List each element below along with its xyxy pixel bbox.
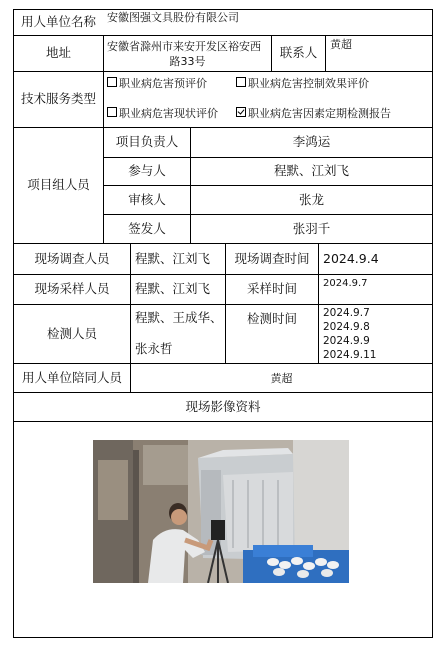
team-role-lead: 项目负责人 <box>115 134 179 150</box>
site-photo <box>93 440 349 583</box>
testing-date: 2024.9.8 <box>323 321 370 333</box>
sampling-staff-value: 程默、江刘飞 <box>135 281 211 297</box>
testing-date: 2024.9.7 <box>323 307 370 319</box>
service-option-control-effect[interactable] <box>236 76 369 90</box>
employer-label: 用人单位名称 <box>20 14 96 30</box>
service-type-label: 技术服务类型 <box>20 91 96 107</box>
sampling-time-label: 采样时间 <box>246 281 297 297</box>
contact-name: 黄超 <box>330 37 352 51</box>
team-name-participant: 程默、江刘飞 <box>273 163 349 179</box>
team-name-issuer: 张羽千 <box>292 220 331 236</box>
accompany-name: 黄超 <box>270 371 293 385</box>
row-line <box>13 421 433 422</box>
table-border-right <box>432 9 433 638</box>
survey-time-label: 现场调查时间 <box>234 250 310 266</box>
testing-date: 2024.9.9 <box>323 335 370 347</box>
address-line2: 路33号 <box>169 55 206 68</box>
service-option-label: 职业病危害因素定期检测报告 <box>248 106 391 120</box>
survey-staff-value: 程默、江刘飞 <box>135 250 211 266</box>
service-option-status-assessment[interactable] <box>107 106 218 120</box>
survey-staff-label: 现场调查人员 <box>34 250 110 266</box>
employer-name: 安徽图强文具股份有限公司 <box>107 10 239 24</box>
contact-label: 联系人 <box>279 45 318 61</box>
testing-time-label: 检测时间 <box>246 310 297 326</box>
checkbox-unchecked-icon[interactable] <box>107 107 117 117</box>
address-label: 地址 <box>45 45 71 61</box>
service-option-label: 职业病危害预评价 <box>119 76 207 90</box>
survey-time-value: 2024.9.4 <box>323 250 379 266</box>
testing-staff-line2: 张永哲 <box>135 340 173 356</box>
col-line <box>318 243 319 364</box>
checkbox-checked-icon[interactable] <box>236 107 246 117</box>
team-role-reviewer: 审核人 <box>128 191 166 207</box>
team-role-issuer: 签发人 <box>128 220 166 236</box>
service-option-label: 职业病危害控制效果评价 <box>248 76 369 90</box>
team-label: 项目组人员 <box>27 177 90 193</box>
site-photo-image <box>93 440 349 583</box>
checkbox-unchecked-icon[interactable] <box>107 77 117 87</box>
service-option-preassessment[interactable] <box>107 76 207 90</box>
col-line <box>325 35 326 72</box>
address-line1: 安徽省滁州市来安开发区裕安西 <box>107 40 261 53</box>
service-option-label: 职业病危害现状评价 <box>119 106 218 120</box>
table-border-bottom <box>13 637 433 638</box>
testing-dates <box>323 306 376 362</box>
testing-staff-line1: 程默、王成华、 <box>135 309 223 325</box>
checkbox-unchecked-icon[interactable] <box>236 77 246 87</box>
photo-section-title: 现场影像资料 <box>185 398 261 414</box>
col-line <box>103 71 104 128</box>
accompany-label: 用人单位陪同人员 <box>21 369 122 385</box>
sampling-time-value: 2024.9.7 <box>323 278 368 289</box>
team-name-lead: 李鸿运 <box>292 134 331 150</box>
service-option-periodic-test[interactable] <box>236 106 391 120</box>
col-line <box>130 243 131 364</box>
team-name-reviewer: 张龙 <box>298 191 324 207</box>
testing-date: 2024.9.11 <box>323 349 377 361</box>
sampling-staff-label: 现场采样人员 <box>34 281 110 297</box>
testing-staff-label: 检测人员 <box>46 325 97 341</box>
team-role-participant: 参与人 <box>128 163 166 179</box>
